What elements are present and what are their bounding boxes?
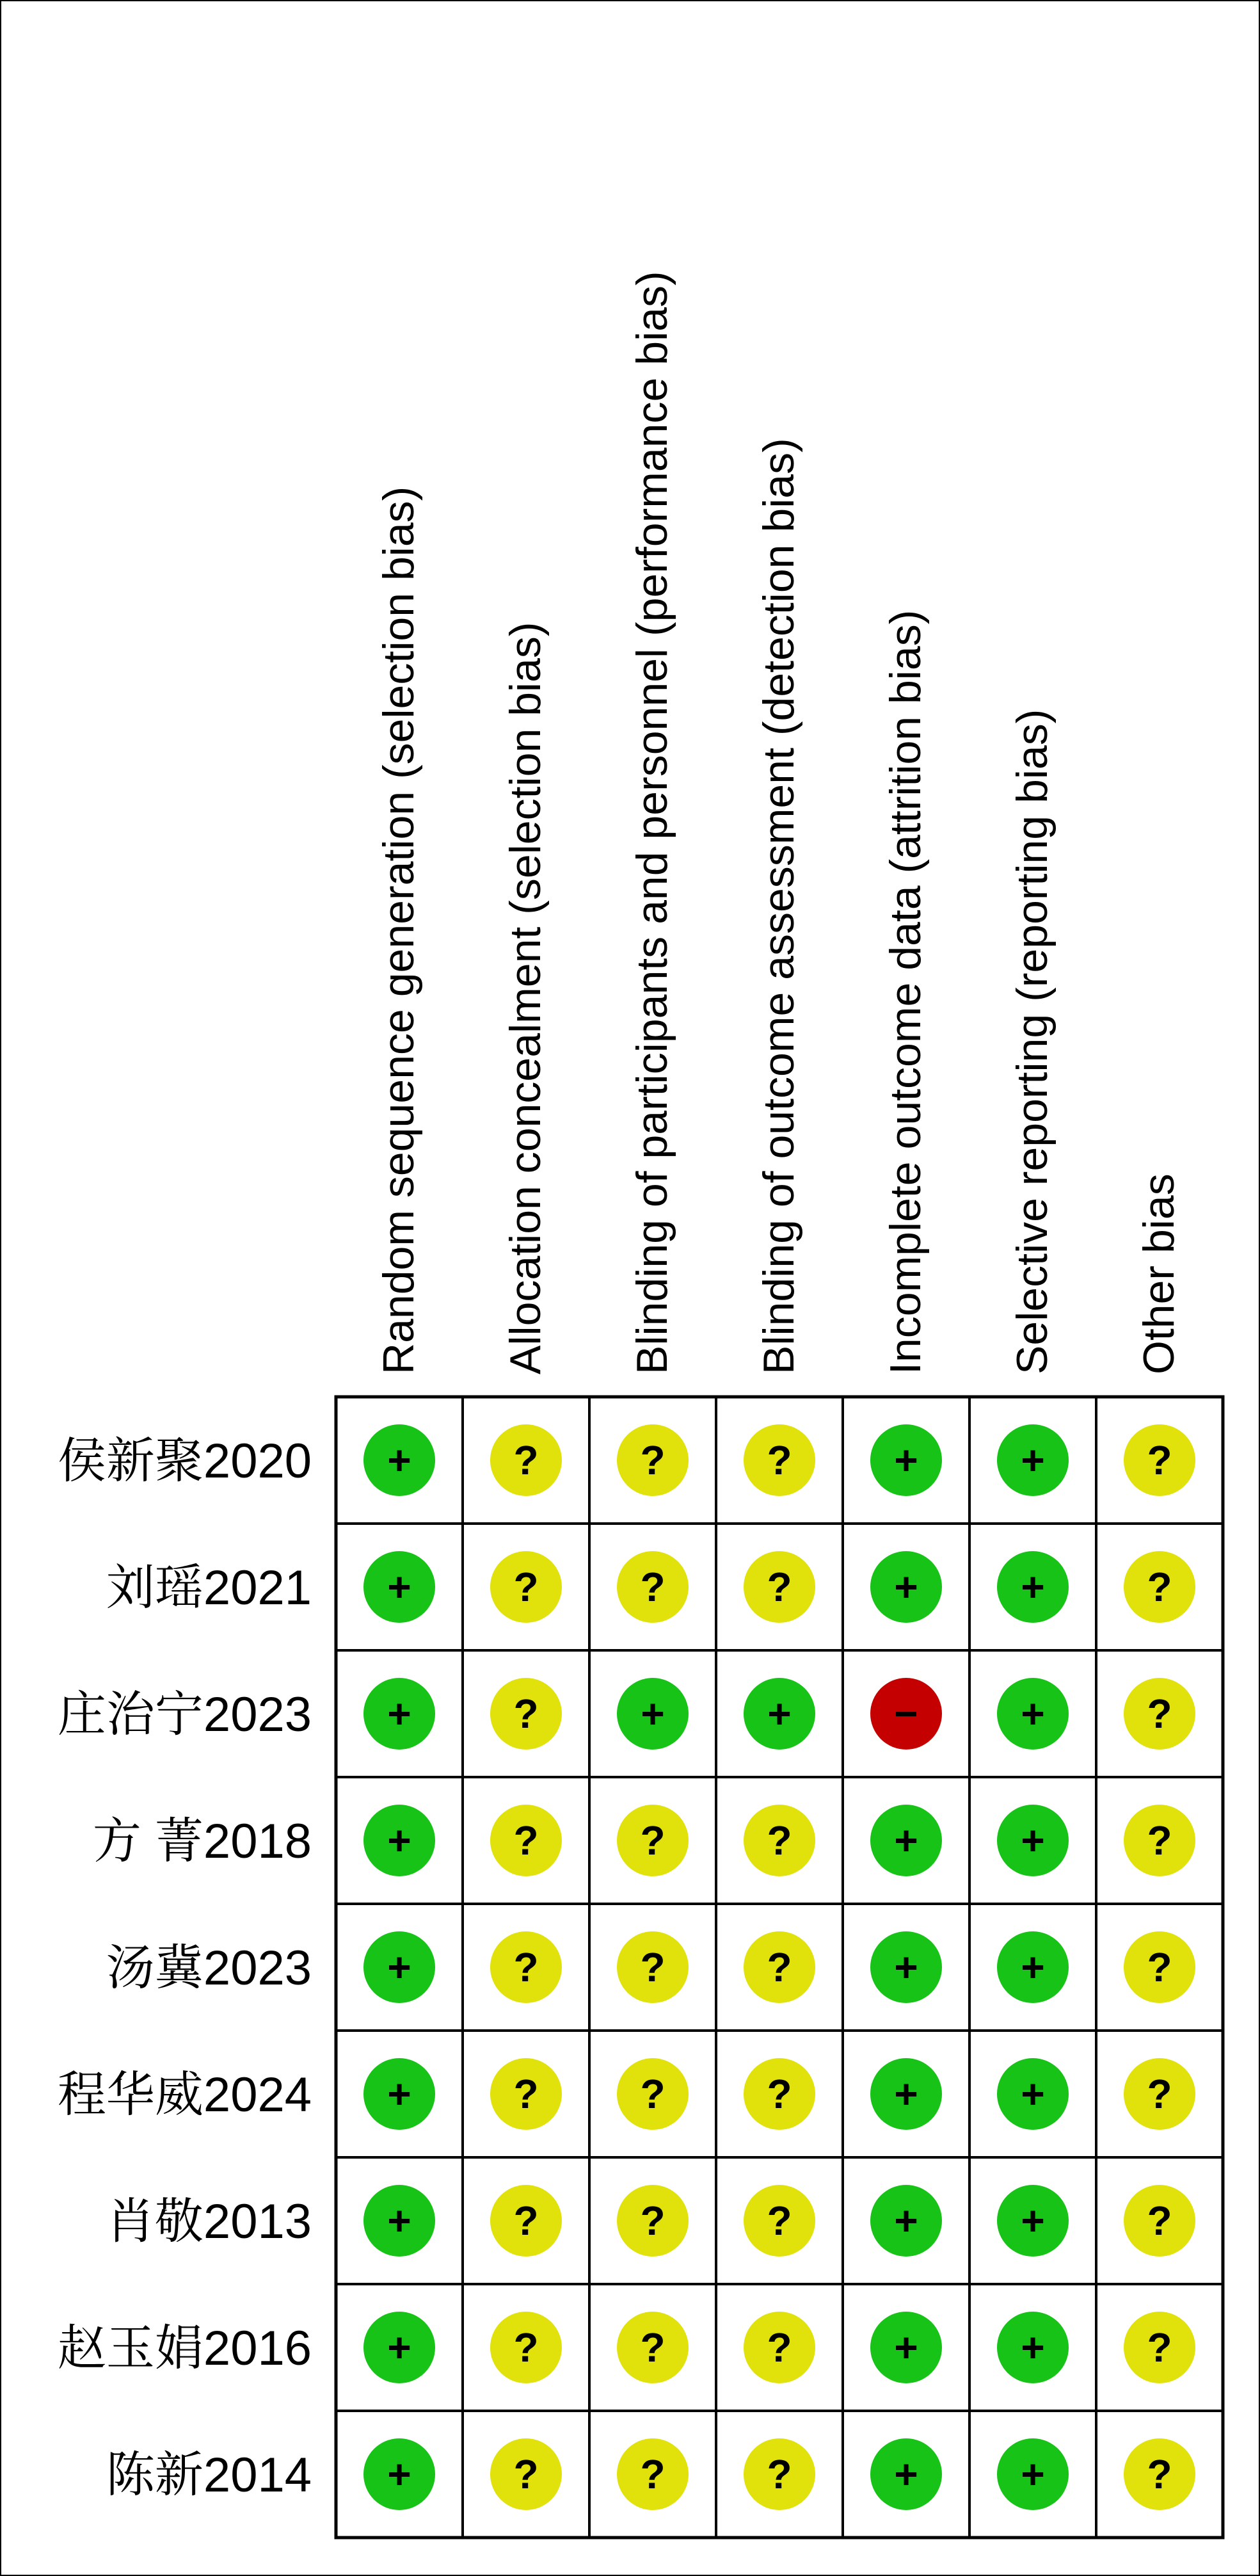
rating-symbol-unclear: ?	[640, 2324, 666, 2371]
rating-symbol-unclear: ?	[513, 1691, 539, 1737]
rating-symbol-low: +	[387, 2198, 411, 2244]
rating-symbol-unclear: ?	[1147, 2451, 1172, 2497]
rating-symbol-low: +	[387, 1944, 411, 1990]
rating-symbol-unclear: ?	[1147, 1944, 1172, 1990]
rating-symbol-unclear: ?	[513, 1817, 539, 1864]
rating-symbol-unclear: ?	[1147, 2198, 1172, 2244]
rating-symbol-unclear: ?	[640, 1564, 666, 1610]
row-label-study: 陈新2014	[106, 2448, 312, 2502]
column-label-1: Random sequence generation (selection bias)	[374, 486, 423, 1374]
rating-symbol-unclear: ?	[767, 1944, 792, 1990]
rating-symbol-unclear: ?	[640, 2071, 666, 2117]
rating-symbol-low: +	[894, 1944, 918, 1990]
rating-symbol-low: +	[894, 2071, 918, 2117]
rating-symbol-unclear: ?	[513, 2071, 539, 2117]
rating-symbol-unclear: ?	[513, 1564, 539, 1610]
rating-symbol-low: +	[894, 2324, 918, 2371]
rating-symbol-low: +	[1021, 1691, 1045, 1737]
rating-symbol-unclear: ?	[513, 1944, 539, 1990]
risk-of-bias-chart	[1, 1, 1259, 2575]
column-label-6: Selective reporting (reporting bias)	[1008, 709, 1057, 1374]
rating-symbol-unclear: ?	[1147, 2071, 1172, 2117]
row-label-study: 肖敬2013	[106, 2194, 312, 2249]
rating-symbol-unclear: ?	[640, 2198, 666, 2244]
rating-symbol-low: +	[387, 2324, 411, 2371]
rating-symbol-low: +	[1021, 2198, 1045, 2244]
rating-symbol-unclear: ?	[1147, 2324, 1172, 2371]
rating-symbol-unclear: ?	[640, 1437, 666, 1483]
rating-symbol-high: −	[894, 1691, 918, 1737]
rating-symbol-low: +	[1021, 2451, 1045, 2497]
rating-symbol-unclear: ?	[513, 1437, 539, 1483]
row-label-study: 侯新聚2020	[57, 1434, 312, 1488]
rating-symbol-unclear: ?	[640, 2451, 666, 2497]
rating-symbol-unclear: ?	[1147, 1817, 1172, 1864]
rating-symbol-low: +	[387, 2071, 411, 2117]
row-label-study: 汤冀2023	[106, 1941, 312, 1995]
rating-symbol-low: +	[894, 1817, 918, 1864]
rating-symbol-low: +	[387, 2451, 411, 2497]
rating-symbol-unclear: ?	[513, 2324, 539, 2371]
rating-symbol-low: +	[387, 1691, 411, 1737]
row-label-study: 方 菁2018	[92, 1814, 312, 1869]
rating-symbol-low: +	[894, 1564, 918, 1610]
rating-symbol-low: +	[387, 1817, 411, 1864]
column-label-7: Other bias	[1135, 1173, 1183, 1374]
rating-symbol-low: +	[894, 2198, 918, 2244]
rating-symbol-low: +	[1021, 1817, 1045, 1864]
rating-symbol-unclear: ?	[1147, 1564, 1172, 1610]
rating-symbol-unclear: ?	[767, 1564, 792, 1610]
column-label-3: Blinding of participants and personnel (performance bias)	[628, 271, 676, 1374]
rating-symbol-unclear: ?	[1147, 1691, 1172, 1737]
rating-symbol-unclear: ?	[767, 2071, 792, 2117]
row-labels	[58, 1434, 312, 2502]
rating-symbol-low: +	[1021, 2324, 1045, 2371]
rating-symbol-low: +	[387, 1437, 411, 1483]
rating-symbol-unclear: ?	[640, 1944, 666, 1990]
rating-symbol-unclear: ?	[767, 2198, 792, 2244]
rating-symbol-unclear: ?	[513, 2451, 539, 2497]
rating-symbol-low: +	[767, 1691, 792, 1737]
rating-symbol-unclear: ?	[767, 1817, 792, 1864]
rating-symbol-low: +	[894, 1437, 918, 1483]
rating-symbol-unclear: ?	[767, 1437, 792, 1483]
rating-symbol-low: +	[641, 1691, 665, 1737]
row-label-study: 赵玉娟2016	[57, 2321, 312, 2376]
rating-symbol-low: +	[894, 2451, 918, 2497]
column-labels	[374, 271, 1183, 1374]
rating-symbol-unclear: ?	[1147, 1437, 1172, 1483]
rating-symbol-unclear: ?	[513, 2198, 539, 2244]
rating-symbol-unclear: ?	[767, 2451, 792, 2497]
rating-symbol-low: +	[1021, 1944, 1045, 1990]
column-label-4: Blinding of outcome assessment (detection bias)	[754, 438, 803, 1374]
row-label-study: 刘瑶2021	[106, 1561, 312, 1615]
rating-symbol-unclear: ?	[767, 2324, 792, 2371]
rating-symbol-low: +	[387, 1564, 411, 1610]
row-label-study: 庄治宁2023	[57, 1687, 312, 1742]
column-label-2: Allocation concealment (selection bias)	[501, 622, 550, 1374]
rating-symbol-low: +	[1021, 1564, 1045, 1610]
rating-symbol-unclear: ?	[640, 1817, 666, 1864]
column-label-5: Incomplete outcome data (attrition bias)	[881, 609, 930, 1374]
rating-symbol-low: +	[1021, 2071, 1045, 2117]
row-label-study: 程华威2024	[57, 2068, 312, 2122]
rating-symbol-low: +	[1021, 1437, 1045, 1483]
cells	[363, 1424, 1195, 2510]
